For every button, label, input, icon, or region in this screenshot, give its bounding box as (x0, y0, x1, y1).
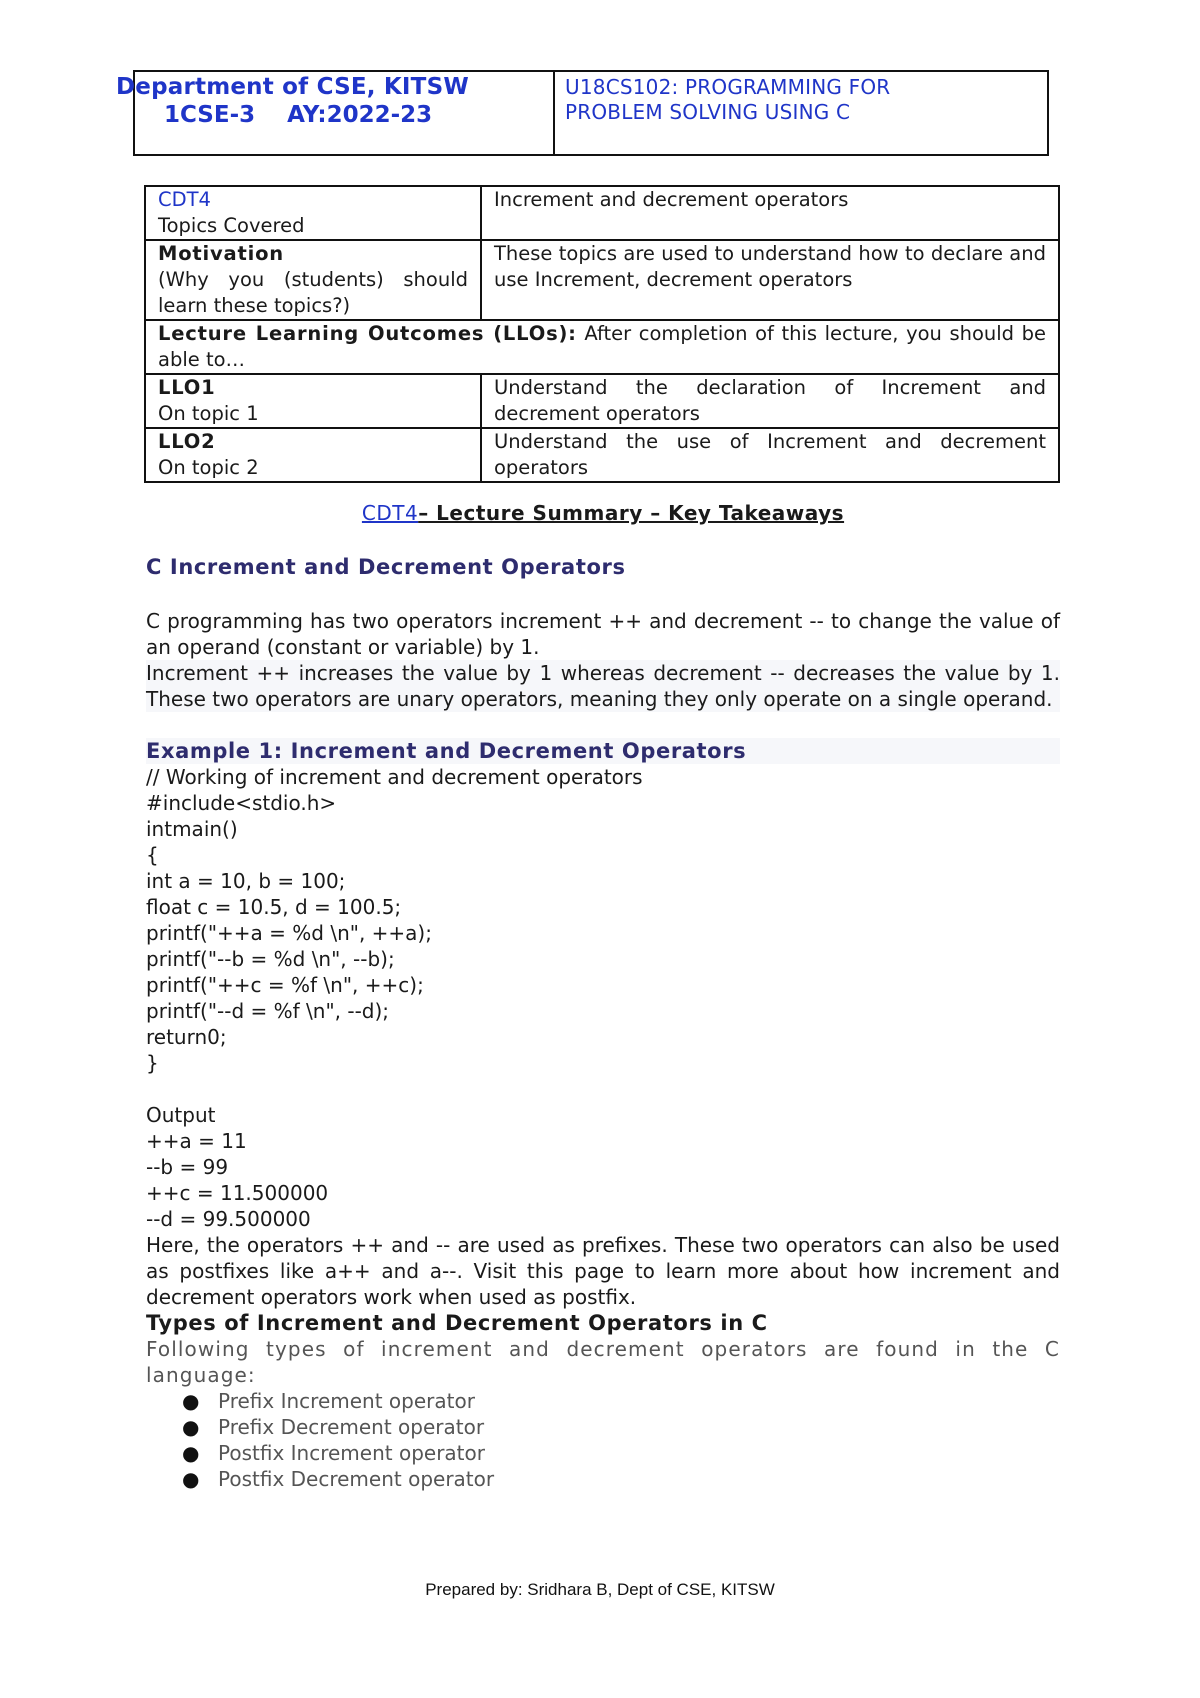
document-header (116, 70, 1049, 156)
llo2-label: LLO2 (158, 430, 216, 453)
code-line: printf("++a = %d \n", ++a); (146, 921, 432, 945)
table-row (145, 374, 1059, 428)
course-title-line2: PROBLEM SOLVING USING C (565, 100, 851, 124)
code-line: // Working of increment and decrement operators (146, 765, 643, 789)
department-cell (116, 72, 555, 154)
llo1-value: Understand the declaration of Increment and decrement operators (481, 374, 1059, 428)
course-cell (555, 72, 1047, 154)
llo1-topic: On topic 1 (158, 402, 259, 425)
cdt-table (144, 185, 1060, 483)
list-item (182, 1414, 1060, 1440)
bullet-icon: ● (182, 1415, 200, 1439)
code-line: printf("++c = %f \n", ++c); (146, 973, 424, 997)
list-item-text: Prefix Decrement operator (218, 1415, 485, 1439)
example-heading: Example 1: Increment and Decrement Operators (146, 738, 1060, 764)
code-line: int a = 10, b = 100; (146, 869, 346, 893)
motivation-label: Motivation (158, 242, 284, 265)
table-row (145, 428, 1059, 482)
code-line: intmain() (146, 817, 238, 841)
lecture-summary (146, 500, 1060, 1492)
llo1-label: LLO1 (158, 376, 216, 399)
list-item (182, 1388, 1060, 1414)
bullet-icon: ● (182, 1467, 200, 1491)
bullet-icon: ● (182, 1389, 200, 1413)
llo2-topic: On topic 2 (158, 456, 259, 479)
code-line: float c = 10.5, d = 100.5; (146, 895, 402, 919)
types-paragraph: Following types of increment and decrement operators are found in the C language: (146, 1337, 1060, 1387)
types-list (146, 1388, 1060, 1492)
page-footer: Prepared by: Sridhara B, Dept of CSE, KITSW (425, 1580, 775, 1599)
code-line: } (146, 1051, 159, 1075)
summary-title (146, 500, 1060, 526)
list-item-text: Postfix Increment operator (218, 1441, 485, 1465)
output-line: --b = 99 (146, 1155, 229, 1179)
intro-paragraph: C programming has two operators increment ++ and decrement -- to change the value of an operand (constant or variable) by 1. (146, 609, 1060, 659)
llo-heading: Lecture Learning Outcomes (LLOs): (158, 322, 577, 345)
llo2-cell (145, 428, 481, 482)
prefix-postfix-paragraph: Here, the operators ++ and -- are used as prefixes. These two operators can also be used as postfixes like a++ and a--. Visit this page to learn more about how increment and decrement operators work when used as postfix. (146, 1233, 1060, 1309)
cdt-link[interactable]: CDT4 (361, 501, 419, 525)
class-year: 1CSE-3 AY:2022-23 (164, 102, 433, 128)
llo-intro-cell (145, 320, 1059, 374)
section-heading: C Increment and Decrement Operators (146, 555, 626, 579)
output-label: Output (146, 1103, 216, 1127)
topics-value: Increment and decrement operators (481, 186, 1059, 240)
department-name: Department of CSE, KITSW (116, 74, 469, 100)
bullet-icon: ● (182, 1441, 200, 1465)
llo2-value: Understand the use of Increment and decrement operators (481, 428, 1059, 482)
cdt-label-cell (145, 186, 481, 240)
topics-covered-label: Topics Covered (158, 214, 305, 237)
table-row (145, 186, 1059, 240)
output-line: ++c = 11.500000 (146, 1181, 329, 1205)
motivation-cell (145, 240, 481, 320)
code-line: #include<stdio.h> (146, 791, 337, 815)
types-heading: Types of Increment and Decrement Operators in C (146, 1311, 768, 1335)
output-line: ++a = 11 (146, 1129, 247, 1153)
code-line: printf("--d = %f \n", --d); (146, 999, 390, 1023)
list-item-text: Prefix Increment operator (218, 1389, 475, 1413)
code-block (146, 764, 1060, 1076)
output-block (146, 1128, 1060, 1232)
motivation-value: These topics are used to understand how to declare and use Increment, decrement operators (481, 240, 1059, 320)
list-item (182, 1466, 1060, 1492)
llo1-cell (145, 374, 481, 428)
unary-paragraph: Increment ++ increases the value by 1 whereas decrement -- decreases the value by 1. These two operators are unary operators, meaning they only operate on a single operand. (146, 661, 1060, 711)
table-row (145, 240, 1059, 320)
list-item (182, 1440, 1060, 1466)
code-line: { (146, 843, 159, 867)
cdt-label: CDT4 (158, 188, 211, 211)
motivation-sub: (Why you (students) should learn these topics?) (158, 268, 468, 317)
llo-intro-text: After completion of this lecture, you should be able to… (158, 322, 1046, 371)
table-row (145, 320, 1059, 374)
code-line: return0; (146, 1025, 227, 1049)
course-title-line1: U18CS102: PROGRAMMING FOR (565, 75, 891, 99)
summary-title-text: – Lecture Summary – Key Takeaways (418, 501, 845, 525)
code-line: printf("--b = %d \n", --b); (146, 947, 395, 971)
list-item-text: Postfix Decrement operator (218, 1467, 495, 1491)
output-line: --d = 99.500000 (146, 1207, 311, 1231)
